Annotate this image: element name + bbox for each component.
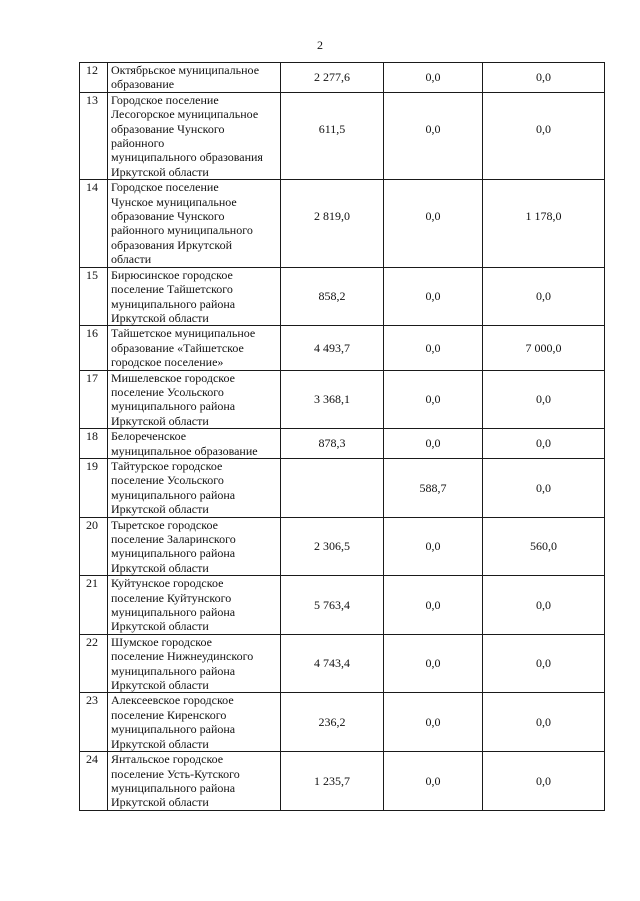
- municipality-name-line: Иркутской области: [111, 795, 209, 810]
- municipality-name-line: Белореченское: [111, 429, 187, 444]
- amount-cell-2: 0,0: [384, 63, 483, 93]
- municipality-name-line: муниципального образования: [111, 150, 263, 165]
- table-row: [80, 458, 605, 517]
- row-number: 16: [80, 326, 108, 370]
- municipality-name-line: образование Чунского: [111, 209, 225, 224]
- amount-cell-2: 0,0: [384, 180, 483, 267]
- amount-cell-1: 858,2: [281, 267, 384, 326]
- municipality-name-line: муниципального района: [111, 663, 236, 678]
- municipality-name: [108, 429, 281, 459]
- amount-cell-1: 4 493,7: [281, 326, 384, 370]
- table-body: [80, 63, 605, 811]
- municipality-name-line: образование «Тайшетское: [111, 340, 244, 355]
- municipality-name: [108, 634, 281, 693]
- municipality-name-line: поселение Киренского: [111, 707, 227, 722]
- municipality-name-line: области: [111, 252, 152, 267]
- municipality-name: [108, 92, 281, 179]
- table-row: [80, 517, 605, 576]
- row-number: 20: [80, 517, 108, 576]
- amount-cell-1: 3 368,1: [281, 370, 384, 429]
- municipality-name: [108, 63, 281, 93]
- amount-cell-3: 0,0: [483, 370, 605, 429]
- municipality-name-line: Иркутской области: [111, 413, 209, 428]
- municipality-name-line: муниципального района: [111, 487, 236, 502]
- municipality-name-line: Лесогорское муниципальное: [111, 107, 259, 122]
- municipality-name-line: Иркутской области: [111, 310, 209, 325]
- municipality-name: [108, 180, 281, 267]
- amount-cell-3: 0,0: [483, 576, 605, 635]
- municipality-name-line: Иркутской области: [111, 560, 209, 575]
- row-number: 17: [80, 370, 108, 429]
- municipality-name-line: муниципального района: [111, 399, 236, 414]
- municipality-name-line: муниципальное образование: [111, 443, 258, 458]
- table-row: [80, 752, 605, 811]
- municipality-name-line: Чунское муниципальное: [111, 194, 237, 209]
- municipality-name-line: Иркутской области: [111, 736, 209, 751]
- amount-cell-3: 0,0: [483, 458, 605, 517]
- municipality-name-line: Мишелевское городское: [111, 370, 235, 385]
- municipality-name-line: Иркутской области: [111, 619, 209, 634]
- municipality-name-line: Бирюсинское городское: [111, 267, 233, 282]
- amount-cell-2: 0,0: [384, 370, 483, 429]
- municipality-name-line: поселение Заларинского: [111, 532, 236, 546]
- municipality-name-line: муниципального района: [111, 722, 236, 737]
- municipality-name-line: муниципального района: [111, 605, 236, 620]
- amount-cell-1: 2 277,6: [281, 63, 384, 93]
- amount-cell-1: 4 743,4: [281, 634, 384, 693]
- municipality-name-line: поселение Усольского: [111, 473, 224, 488]
- amount-cell-3: 0,0: [483, 63, 605, 93]
- municipality-name-line: Тайшетское муниципальное: [111, 326, 256, 341]
- amount-cell-3: 560,0: [483, 517, 605, 576]
- table-row: [80, 429, 605, 459]
- municipality-name-line: Янтальское городское: [111, 752, 224, 767]
- amount-cell-3: 0,0: [483, 92, 605, 179]
- municipality-name: [108, 370, 281, 429]
- amount-cell-3: 0,0: [483, 693, 605, 752]
- municipality-name-line: районного: [111, 136, 165, 151]
- amount-cell-3: 1 178,0: [483, 180, 605, 267]
- municipality-name-line: муниципального района: [111, 546, 236, 561]
- municipality-name: [108, 267, 281, 326]
- table-row: [80, 693, 605, 752]
- row-number: 19: [80, 458, 108, 517]
- municipality-name-line: Иркутской области: [111, 502, 209, 517]
- amount-cell-1: 2 306,5: [281, 517, 384, 576]
- municipality-name-line: Куйтунское городское: [111, 576, 224, 591]
- table-row: [80, 634, 605, 693]
- row-number: 18: [80, 429, 108, 459]
- municipality-name-line: Алексеевское городское: [111, 693, 234, 708]
- municipality-name: [108, 326, 281, 370]
- municipality-name-line: Шумское городское: [111, 634, 212, 649]
- municipality-name-line: Октябрьское муниципальное: [111, 63, 260, 77]
- amount-cell-3: 0,0: [483, 752, 605, 811]
- amount-cell-2: 588,7: [384, 458, 483, 517]
- amount-cell-1: 2 819,0: [281, 180, 384, 267]
- amount-cell-2: 0,0: [384, 752, 483, 811]
- amount-cell-1: 878,3: [281, 429, 384, 459]
- municipality-name-line: образования Иркутской: [111, 237, 232, 252]
- row-number: 24: [80, 752, 108, 811]
- municipality-name-line: Иркутской области: [111, 678, 209, 693]
- amount-cell-3: 0,0: [483, 634, 605, 693]
- municipality-name-line: поселение Куйтунского: [111, 590, 232, 605]
- amount-cell-1: [281, 458, 384, 517]
- budget-table: [79, 62, 605, 811]
- table-row: [80, 326, 605, 370]
- municipality-name: [108, 576, 281, 635]
- row-number: 12: [80, 63, 108, 93]
- row-number: 21: [80, 576, 108, 635]
- amount-cell-2: 0,0: [384, 517, 483, 576]
- table-row: [80, 576, 605, 635]
- municipality-name-line: поселение Усть-Кутского: [111, 766, 240, 781]
- municipality-name-line: Городское поселение: [111, 92, 219, 107]
- municipality-name-line: образование Чунского: [111, 121, 225, 136]
- amount-cell-2: 0,0: [384, 92, 483, 179]
- table-row: [80, 63, 605, 93]
- municipality-name-line: муниципального района: [111, 780, 236, 795]
- amount-cell-3: 0,0: [483, 429, 605, 459]
- amount-cell-2: 0,0: [384, 576, 483, 635]
- municipality-name: [108, 693, 281, 752]
- amount-cell-2: 0,0: [384, 267, 483, 326]
- amount-cell-1: 611,5: [281, 92, 384, 179]
- municipality-name-line: районного муниципального: [111, 223, 253, 238]
- table-row: [80, 267, 605, 326]
- amount-cell-2: 0,0: [384, 693, 483, 752]
- table-row: [80, 370, 605, 429]
- row-number: 13: [80, 92, 108, 179]
- municipality-name: [108, 517, 281, 576]
- municipality-name-line: Тыретское городское: [111, 517, 218, 532]
- table-row: [80, 92, 605, 179]
- municipality-name-line: Городское поселение: [111, 180, 219, 195]
- amount-cell-2: 0,0: [384, 429, 483, 459]
- table-row: [80, 180, 605, 267]
- row-number: 15: [80, 267, 108, 326]
- municipality-name-line: поселение Нижнеудинского: [111, 649, 254, 664]
- municipality-name: [108, 752, 281, 811]
- municipality-name-line: поселение Усольского: [111, 384, 224, 399]
- amount-cell-3: 0,0: [483, 267, 605, 326]
- amount-cell-2: 0,0: [384, 634, 483, 693]
- municipality-name-line: Иркутской области: [111, 164, 209, 179]
- municipality-name-line: поселение Тайшетского: [111, 282, 233, 297]
- row-number: 23: [80, 693, 108, 752]
- amount-cell-1: 5 763,4: [281, 576, 384, 635]
- page-number: 2: [317, 38, 323, 52]
- municipality-name-line: муниципального района: [111, 296, 236, 311]
- amount-cell-1: 236,2: [281, 693, 384, 752]
- municipality-name-line: Тайтурское городское: [111, 458, 223, 473]
- municipality-name-line: городское поселение»: [111, 355, 224, 370]
- row-number: 14: [80, 180, 108, 267]
- row-number: 22: [80, 634, 108, 693]
- amount-cell-1: 1 235,7: [281, 752, 384, 811]
- municipality-name-line: образование: [111, 77, 175, 92]
- amount-cell-3: 7 000,0: [483, 326, 605, 370]
- amount-cell-2: 0,0: [384, 326, 483, 370]
- municipality-name: [108, 458, 281, 517]
